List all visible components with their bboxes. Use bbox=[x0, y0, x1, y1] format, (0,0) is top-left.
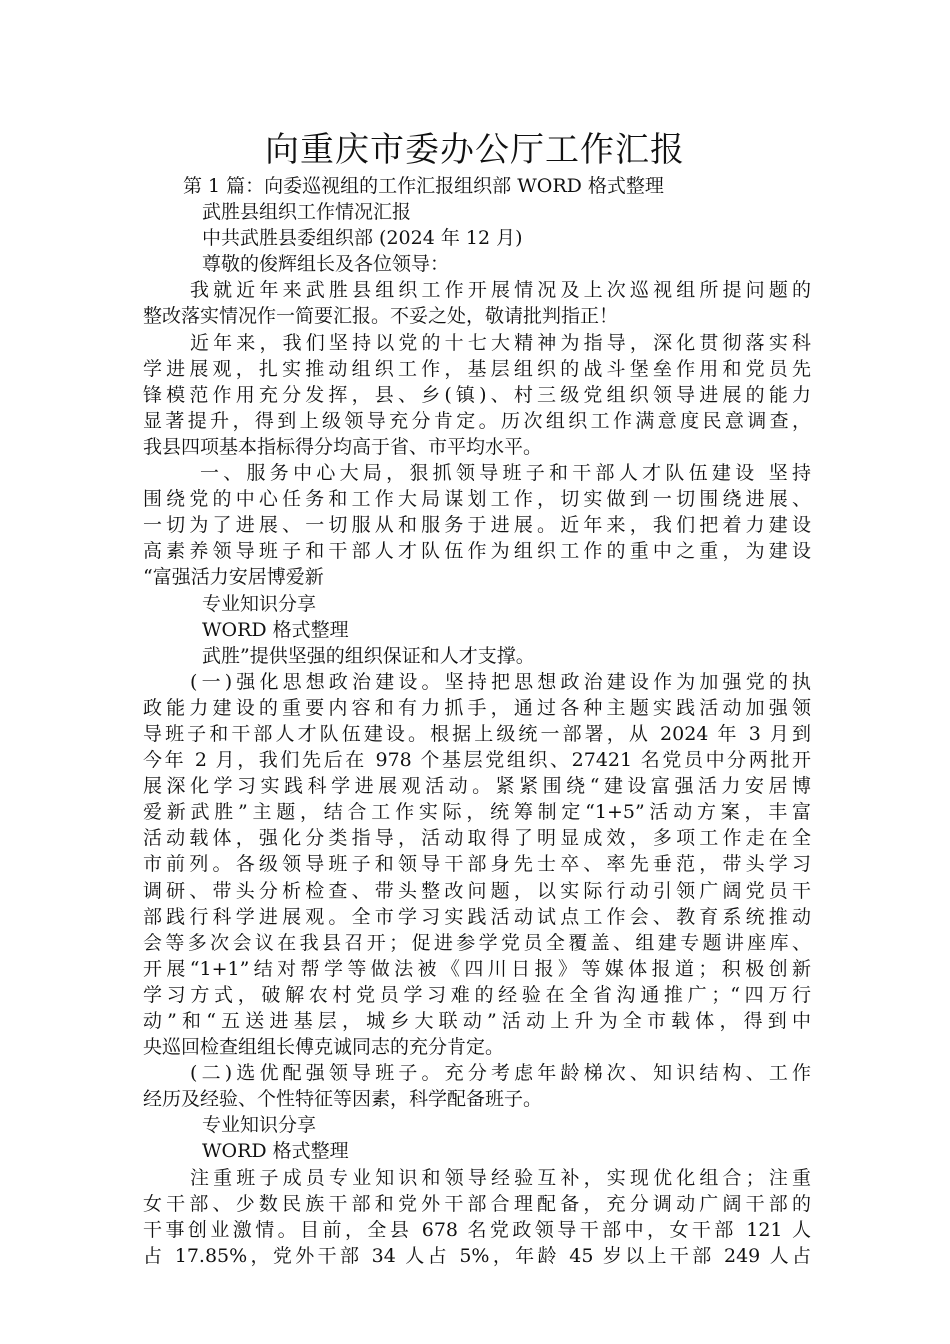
paragraph-line: 注重班子成员专业知识和领导经验互补，实现优化组合；注重 bbox=[190, 1166, 811, 1189]
paragraph-line: 我县四项基本指标得分均高于省、市平均水平。 bbox=[143, 435, 543, 458]
paragraph-line: 经历及经验、个性特征等因素，科学配备班子。 bbox=[143, 1088, 543, 1111]
paragraph-line: 会等多次会议在我县召开；促进参学党员全覆盖、组建专题讲座库、 bbox=[143, 931, 811, 954]
watermark-text: WORD 格式整理 bbox=[202, 1140, 349, 1163]
paragraph-line: 市前列。各级领导班子和领导干部身先士卒、率先垂范，带头学习 bbox=[143, 853, 811, 876]
paragraph-line: 高素养领导班子和干部人才队伍作为组织工作的重中之重，为建设 bbox=[143, 540, 811, 563]
report-author-date: 中共武胜县委组织部 (2024 年 12 月) bbox=[202, 227, 523, 250]
paragraph-line: 爱新武胜”主题，结合工作实际，统筹制定“1+5”活动方案，丰富 bbox=[143, 801, 811, 824]
watermark-text: WORD 格式整理 bbox=[202, 618, 349, 641]
document-body bbox=[143, 173, 811, 1269]
paragraph-line: 政能力建设的重要内容和有力抓手，通过各种主题实践活动加强领 bbox=[143, 696, 811, 719]
paragraph-line: 显著提升，得到上级领导充分肯定。历次组织工作满意度民意调查， bbox=[143, 409, 811, 432]
paragraph-line: 女干部、少数民族干部和党外干部合理配备，充分调动广阔干部的 bbox=[143, 1192, 811, 1215]
paragraph-line: 学进展观，扎实推动组织工作，基层组织的战斗堡垒作用和党员先 bbox=[143, 357, 811, 380]
salutation: 尊敬的俊辉组长及各位领导： bbox=[202, 253, 450, 276]
watermark-text: 专业知识分享 bbox=[202, 1114, 317, 1137]
chapter-heading: 第 1 篇：向委巡视组的工作汇报组织部 WORD 格式整理 bbox=[183, 175, 664, 197]
paragraph-line: 武胜”提供坚强的组织保证和人才支撑。 bbox=[202, 644, 535, 667]
paragraph-line: 导班子和干部人才队伍建设。根据上级统一部署，从 2024 年 3 月到 bbox=[143, 722, 811, 745]
paragraph-line: 占 17.85%，党外干部 34 人占 5%，年龄 45 岁以上干部 249 人占 bbox=[143, 1244, 811, 1267]
paragraph-line: 动”和“五送进基层，城乡大联动”活动上升为全市载体，得到中 bbox=[143, 1010, 811, 1032]
paragraph-line: 活动载体，强化分类指导，活动取得了明显成效，多项工作走在全 bbox=[143, 827, 811, 850]
paragraph-line: 我就近年来武胜县组织工作开展情况及上次巡视组所提问题的 bbox=[190, 279, 811, 302]
paragraph-line: 开展“1+1”结对帮学等做法被《四川日报》等媒体报道；积极创新 bbox=[143, 957, 811, 980]
report-title: 武胜县组织工作情况汇报 bbox=[202, 201, 412, 224]
subsection-heading: (一)强化思想政治建设。坚持把思想政治建设作为加强党的执 bbox=[190, 670, 811, 693]
watermark-text: 专业知识分享 bbox=[202, 592, 317, 615]
subsection-heading: (二)选优配强领导班子。充分考虑年龄梯次、知识结构、工作 bbox=[190, 1062, 811, 1085]
paragraph-line: 一切为了进展、一切服从和服务于进展。近年来，我们把着力建设 bbox=[143, 514, 811, 537]
paragraph-line: 围绕党的中心任务和工作大局谋划工作，切实做到一切围绕进展、 bbox=[143, 488, 811, 511]
paragraph-line: 锋模范作用充分发挥，县、乡(镇)、村三级党组织领导进展的能力 bbox=[143, 383, 811, 406]
paragraph-line: 部践行科学进展观。全市学习实践活动试点工作会、教育系统推动 bbox=[143, 905, 811, 928]
paragraph-line: 干事创业激情。目前，全县 678 名党政领导干部中，女干部 121 人 bbox=[143, 1218, 811, 1241]
paragraph-line: 今年 2 月，我们先后在 978 个基层党组织、27421 名党员中分两批开 bbox=[143, 749, 811, 772]
paragraph-line: 学习方式，破解农村党员学习难的经验在全省沟通推广；“四万行 bbox=[143, 983, 811, 1006]
paragraph-line: 调研、带头分析检查、带头整改问题，以实际行动引领广阔党员干 bbox=[143, 879, 811, 902]
section-heading: 一、服务中心大局，狠抓领导班子和干部人才队伍建设 坚持 bbox=[200, 462, 811, 485]
paragraph-line: 整改落实情况作一简要汇报。不妥之处，敬请批判指正！ bbox=[143, 305, 619, 328]
paragraph-line: “富强活力安居博爱新 bbox=[143, 566, 324, 589]
paragraph-line: 近年来，我们坚持以党的十七大精神为指导，深化贯彻落实科 bbox=[190, 331, 811, 354]
document-title: 向重庆市委办公厅工作汇报 bbox=[265, 130, 685, 170]
paragraph-line: 展深化学习实践科学进展观活动。紧紧围绕“建设富强活力安居博 bbox=[143, 775, 811, 798]
paragraph-line: 央巡回检查组组长傅克诚同志的充分肯定。 bbox=[143, 1036, 505, 1059]
